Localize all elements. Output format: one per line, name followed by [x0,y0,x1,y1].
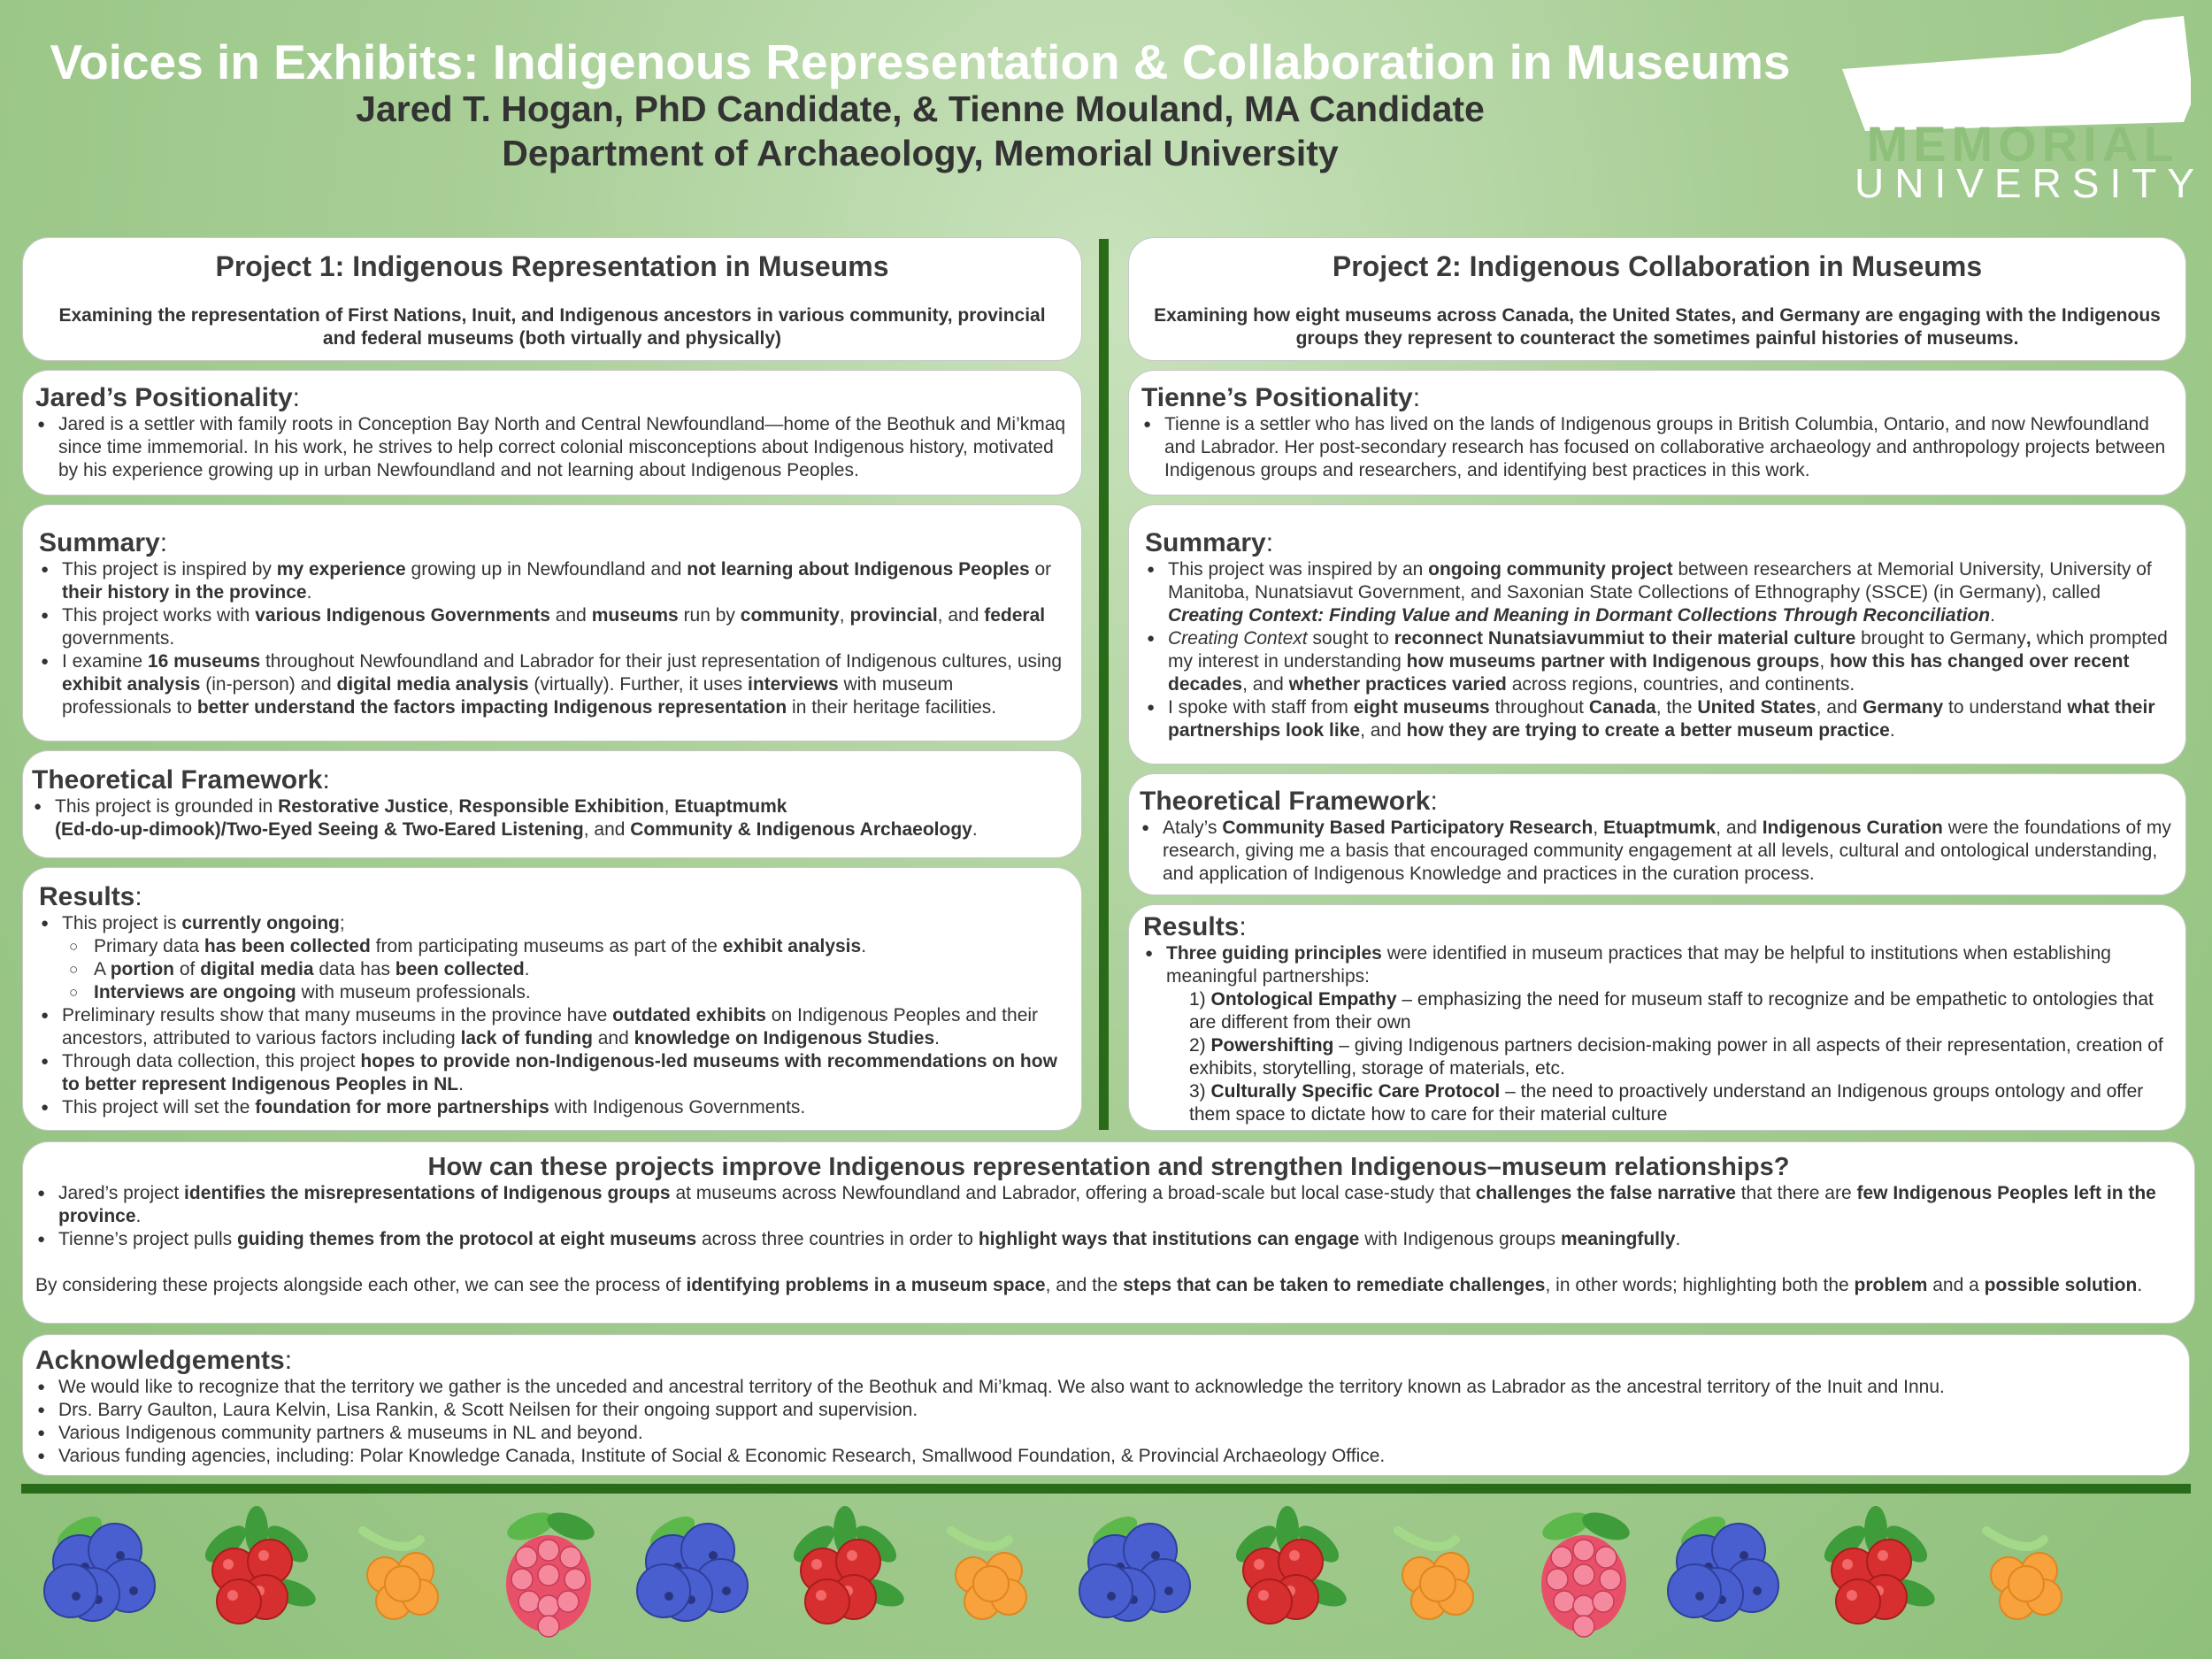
project1-framework-box: Theoretical Framework: ● This project is grounded in Restorative Justice, Responsible Exhibition, Etuaptmumk (Ed-do-up-dimook)/Two-Eyed Seeing & Two-Eared Listening, and Community & Indigenous Archaeology. [22,750,1082,858]
blueberry-icon [1079,1510,1190,1621]
combined-question: How can these projects improve Indigenous representation and strengthen Indigenous–museum relationships? [427,1153,1790,1181]
poster-department: Department of Archaeology, Memorial University [502,133,1339,173]
bakeapple-icon [951,1531,1026,1619]
project2-framework-box: Theoretical Framework: ● Ataly’s Community Based Participatory Research, Etuaptmumk, and Indigenous Curation were the foundations of my research, giving me a basis that encouraged community engagement at all levels, cultural and ontological understanding, and application of Indigenous Knowledge and practices in the curation process. [1128,773,2186,895]
summary-item: ● I examine 16 museums throughout Newfoundland and Labrador for their just representation of Indigenous cultures, using exhibit analysis (in-person) and digital media analysis (virtually). Further, it uses interviews with museum professionals to better understand the factors impacting Indigenous representation in their heritage facilities. [39,650,1065,719]
bakeapple-icon [1986,1531,2062,1619]
positionality-text: ● Jared is a settler with family roots in Conception Bay North and Central Newfoundland—home of the Beothuk and Mi’kmaq since time immemorial. In his work, he strives to help correct colonial misconceptions about Indigenous history, motivated by his experience growing up in urban Newfoundland and not learning about Indigenous Peoples. [35,413,1069,482]
principle-item: 2) Powershifting – giving Indigenous partners decision-making power in all aspects of their representation, creation of exhibits, storytelling, storage of materials, etc. [1189,1035,2163,1079]
acknowledgements-heading: Acknowledgements [35,1346,285,1375]
acknowledgement-item: ● Various funding agencies, including: Polar Knowledge Canada, Institute of Social & Economic Research, Smallwood Foundation, & Provincial Archaeology Office. [35,1445,2177,1468]
bakeapple-icon [1398,1531,1473,1619]
poster-authors: Jared T. Hogan, PhD Candidate, & Tienne Mouland, MA Candidate [356,88,1485,129]
logo-text-university: UNIVERSITY [1855,160,2206,206]
results-subitem: ○ Primary data has been collected from participating museums as part of the exhibit analysis. [39,935,1065,958]
project1-header-box [22,237,1082,361]
acknowledgement-item: ● Drs. Barry Gaulton, Laura Kelvin, Lisa Rankin, & Scott Neilsen for their ongoing support and supervision. [35,1399,2177,1422]
logo-text-memorial: MEMORIAL [1866,116,2179,172]
combined-conclusion: By considering these projects alongside each other, we can see the process of identifying problems in a museum space, and the steps that can be taken to remediate challenges, in other words; highlighting both the problem and a possible solution. [35,1275,2143,1295]
project1-title: Project 1: Indigenous Representation in Museums [215,250,889,282]
project2-results-box: Results: ● Three guiding principles were identified in museum practices that may be helpful to institutions when establishing meaningful partnerships: 1) Ontological Empathy – emphasizing the need for museum staff to recognize and be empathetic to ontologies that are different from their own 2) Powershifting – giving Indigenous partners decision-making power in all aspects of their representation, creation of exhibits, storytelling, storage of materials, etc. 3) Culturally Specific Care Protocol – the need to proactively understand an Indigenous groups ontology and offer them space to dictate how to care for their material culture [1128,904,2186,1131]
acknowledgement-item: ● We would like to recognize that the territory we gather is the unceded and ancestral territory of the Beothuk and Mi’kmaq. We also want to acknowledge the territory known as Labrador as the ancestral territory of the Inuit and Innu. [35,1376,2177,1399]
summary-item: ● I spoke with staff from eight museums throughout Canada, the United States, and Germany to understand what their partnerships look like, and how they are trying to create a better museum practice. [1145,696,2170,742]
project2-summary-box: Summary: ● This project was inspired by an ongoing community project between researchers at Memorial University, University of Manitoba, Nunatsiavut Government, and Saxonian State Collections of Ethnography (SSCE) (in Germany), called Creating Context: Finding Value and Meaning in Dormant Collections Through Reconciliation. ● Creating Context sought to reconnect Nunatsiavummiut to their material culture brought to Germany, which prompted my interest in understanding how museums partner with Indigenous groups, how this has changed over recent decades, and whether practices varied across regions, countries, and continents. ● I spoke with staff from eight museums throughout Canada, the United States, and Germany to understand what their partnerships look like, and how they are trying to create a better museum practice. [1128,504,2186,764]
results-item: ● Preliminary results show that many museums in the province have outdated exhibits on Indigenous Peoples and their ancestors, attributed to various factors including lack of funding and knowledge on Indigenous Studies. [39,1004,1065,1050]
summary-item: ● Creating Context sought to reconnect Nunatsiavummiut to their material culture brought to Germany, which prompted my interest in understanding how museums partner with Indigenous groups, how this has changed over recent decades, and whether practices varied across regions, countries, and continents. [1145,627,2170,696]
partridgeberry-icon [1818,1506,1939,1624]
project2-subtitle: Examining how eight museums across Canada, the United States, and Germany are engaging with the Indigenous groups they represent to counteract the sometimes painful histories of museums. [1154,305,2161,349]
bakeapple-icon [363,1531,438,1619]
summary-item: ● This project was inspired by an ongoing community project between researchers at Memorial University, University of Manitoba, Nunatsiavut Government, and Saxonian State Collections of Ethnography (SSCE) (in Germany), called Creating Context: Finding Value and Meaning in Dormant Collections Through Reconciliation. [1145,558,2170,627]
summary-item: ● This project is inspired by my experience growing up in Newfoundland and not learning about Indigenous Peoples or their history in the province. [39,558,1065,604]
summary-heading: Summary [39,528,160,557]
project1-summary-box: Summary: ● This project is inspired by my experience growing up in Newfoundland and not learning about Indigenous Peoples or their history in the province. ● This project works with various Indigenous Governments and museums run by community, provincial, and federal governments. ● I examine 16 museums throughout Newfoundland and Labrador for their just representation of Indigenous cultures, using exhibit analysis (in-person) and digital media analysis (virtually). Further, it uses interviews with museum professionals to better understand the factors impacting Indigenous representation in their heritage facilities. [22,504,1082,741]
project2-positionality-box: Tienne’s Positionality: ● Tienne is a settler who has lived on the lands of Indigenous groups in British Columbia, Ontario, and now Newfoundland and Labrador. Her post-secondary research has focused on collaborative archaeology and anthropology projects between Indigenous groups and researchers, and identifying best practices in this work. [1128,370,2186,495]
framework-heading: Theoretical Framework [1140,787,1431,816]
combined-item: ● Tienne’s project pulls guiding themes from the protocol at eight museums across three countries in order to highlight ways that institutions can engage with Indigenous groups meaningfully. [35,1228,2182,1251]
project1-positionality-box: Jared’s Positionality: ● Jared is a settler with family roots in Conception Bay North and Central Newfoundland—home of the Beothuk and Mi’kmaq since time immemorial. In his work, he strives to help correct colonial misconceptions about Indigenous history, motivated by his experience growing up in urban Newfoundland and not learning about Indigenous Peoples. [22,370,1082,495]
results-heading: Results [1143,912,1240,941]
vertical-divider [1099,239,1109,1130]
partridgeberry-icon [199,1506,319,1624]
acknowledgement-item: ● Various Indigenous community partners & museums in NL and beyond. [35,1422,2177,1445]
results-item: ● This project is currently ongoing; [39,912,1065,935]
principle-item: 1) Ontological Empathy – emphasizing the need for museum staff to recognize and be empathetic to ontologies that are different from their own [1189,989,2154,1033]
blueberry-icon [44,1510,155,1621]
berry-decoration [0,1494,2212,1659]
framework-heading: Theoretical Framework [32,765,323,795]
acknowledgements-box: Acknowledgements: ● We would like to recognize that the territory we gather is the unceded and ancestral territory of the Beothuk and Mi’kmaq. We also want to acknowledge the territory known as Labrador as the ancestral territory of the Inuit and Innu. ● Drs. Barry Gaulton, Laura Kelvin, Lisa Rankin, & Scott Neilsen for their ongoing support and supervision. ● Various Indigenous community partners & museums in NL and beyond. ● Various funding agencies, including: Polar Knowledge Canada, Institute of Social & Economic Research, Smallwood Foundation, & Provincial Archaeology Office. [22,1334,2190,1476]
project1-subtitle: Examining the representation of First Nations, Inuit, and Indigenous ancestors in various community, provincial and federal museums (both virtually and physically) [58,305,1046,349]
poster-title: Voices in Exhibits: Indigenous Representation & Collaboration in Museums [50,35,1791,89]
positionality-heading: Jared’s Positionality [35,383,293,412]
positionality-text: ● Tienne is a settler who has lived on the lands of Indigenous groups in British Columbia, Ontario, and now Newfoundland and Labrador. Her post-secondary research has focused on collaborative archaeology and anthropology projects between Indigenous groups and researchers, and identifying best practices in this work. [1141,413,2173,482]
results-heading: Results [39,882,135,911]
raspberry-icon [503,1507,598,1637]
project2-title: Project 2: Indigenous Collaboration in Museums [1332,250,1983,282]
positionality-heading: Tienne’s Positionality [1141,383,1413,412]
results-item: ● Three guiding principles were identified in museum practices that may be helpful to institutions when establishing meaningful partnerships: [1143,942,2171,988]
summary-item: ● This project works with various Indigenous Governments and museums run by community, provincial, and federal governments. [39,604,1065,650]
blueberry-icon [637,1510,748,1621]
results-item: ● This project will set the foundation for more partnerships with Indigenous Governments. [39,1096,1065,1119]
blueberry-icon [1668,1510,1778,1621]
combined-item: ● Jared’s project identifies the misrepresentations of Indigenous groups at museums across Newfoundland and Labrador, offering a broad-scale but local case-study that challenges the false narrative that there are few Indigenous Peoples left in the province. [35,1182,2182,1228]
project1-results-box: Results: ● This project is currently ongoing; ○ Primary data has been collected from participating museums as part of the exhibit analysis. ○ A portion of digital media data has been collected. ○ Interviews are ongoing with museum professionals. ● Preliminary results show that many museums in the province have outdated exhibits on Indigenous Peoples and their ancestors, attributed to various factors including lack of funding and knowledge on Indigenous Studies. ● Through data collection, this project hopes to provide non-Indigenous-led museums with recommendations on how to better represent Indigenous Peoples in NL. ● This project will set the foundation for more partnerships with Indigenous Governments. [22,867,1082,1131]
combined-box [22,1141,2195,1324]
summary-heading: Summary [1145,528,1266,557]
framework-item: ● This project is grounded in Restorative Justice, Responsible Exhibition, Etuaptmumk (Ed-do-up-dimook)/Two-Eyed Seeing & Two-Eared Listening, and Community & Indigenous Archaeology. [32,795,1072,841]
partridgeberry-icon [1230,1506,1350,1624]
horizontal-divider [21,1484,2191,1494]
results-subitem: ○ Interviews are ongoing with museum professionals. [39,981,1065,1004]
project2-header-box [1128,237,2186,361]
partridgeberry-icon [787,1506,908,1624]
principle-item: 3) Culturally Specific Care Protocol – the need to proactively understand an Indigenous groups ontology and offer them space to dictate how to care for their material culture [1189,1081,2144,1125]
results-subitem: ○ A portion of digital media data has been collected. [39,958,1065,981]
framework-item: ● Ataly’s Community Based Participatory Research, Etuaptmumk, and Indigenous Curation were the foundations of my research, giving me a basis that encouraged community engagement at all levels, cultural and ontological understanding, and application of Indigenous Knowledge and practices in the curation process. [1140,817,2175,886]
raspberry-icon [1539,1507,1633,1637]
results-item: ● Through data collection, this project hopes to provide non-Indigenous-led museums with recommendations on how to better represent Indigenous Peoples in NL. [39,1050,1065,1096]
